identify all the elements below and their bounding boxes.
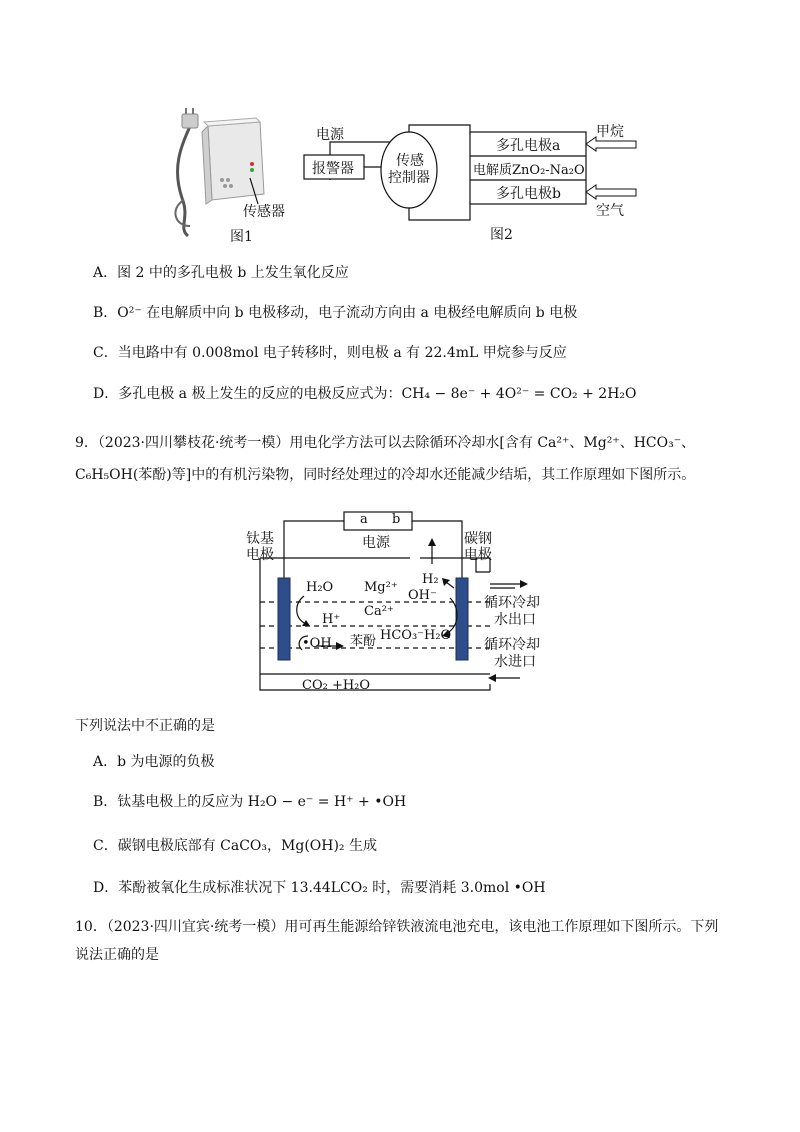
- methane-input-label: 甲烷: [596, 124, 624, 140]
- electrolysis-diagram: [240, 508, 540, 700]
- species-h2: H₂: [422, 572, 439, 587]
- air-input-label: 空气: [596, 203, 624, 219]
- outlet-label-2: 水出口: [494, 612, 536, 628]
- figure-2: [300, 120, 640, 245]
- fuel-cell-circuit-diagram: [300, 120, 640, 245]
- left-electrode-label-1: 钛基: [246, 531, 274, 547]
- q8-option-b: B．O²⁻ 在电解质中向 b 电极移动，电子流动方向由 a 电极经电解质向 b 电极: [93, 305, 578, 321]
- sensor-label: 传感器: [243, 204, 285, 220]
- power-source-label: 电源: [362, 535, 390, 551]
- q10-stem-line2: 说法正确的是: [75, 947, 159, 963]
- terminal-b-label: b: [392, 512, 401, 527]
- species-mg: Mg²⁺: [364, 580, 398, 595]
- controller-label-line1: 传感: [396, 153, 424, 169]
- inlet-label-1: 循环冷却: [484, 637, 540, 653]
- electrode-b-label: 多孔电极b: [496, 186, 561, 202]
- q9-stem-line2: C₆H₅OH(苯酚)等]中的有机污染物，同时经处理过的冷却水还能减少结垢，其工作原理如下图所示。: [75, 467, 696, 483]
- species-products: CO₂ +H₂O: [302, 678, 371, 693]
- terminal-a-label: a: [360, 512, 368, 527]
- species-h2o-left: H₂O: [306, 580, 334, 595]
- species-hco3: HCO₃⁻: [380, 628, 425, 643]
- species-ca: Ca²⁺: [364, 604, 394, 619]
- q8-option-c: C．当电路中有 0.008mol 电子转移时，则电极 a 有 22.4mL 甲烷参与反应: [93, 345, 567, 361]
- species-h-plus: H⁺: [322, 612, 341, 627]
- right-electrode-label-1: 碳钢: [464, 531, 492, 547]
- inlet-label-2: 水进口: [494, 654, 536, 670]
- figure-2-caption: 图2: [490, 227, 513, 243]
- electrode-a-label: 多孔电极a: [496, 138, 561, 154]
- alarm-box-label: 报警器: [312, 161, 354, 177]
- species-phenol: 苯酚: [350, 634, 377, 649]
- q9-option-a: A．b 为电源的负极: [93, 754, 215, 770]
- left-electrode-label-2: 电极: [246, 547, 274, 563]
- q9-option-b: B．钛基电极上的反应为 H₂O − e⁻ = H⁺ + •OH: [93, 794, 407, 810]
- species-oh-minus: OH⁻: [408, 588, 437, 603]
- power-label: 电源: [316, 127, 344, 143]
- right-electrode-label-2: 电极: [464, 547, 492, 563]
- q9-option-d: D．苯酚被氧化生成标准状况下 13.44LCO₂ 时，需要消耗 3.0mol •OH: [93, 880, 546, 896]
- species-oh-radical: •OH: [302, 636, 332, 651]
- q9-stem-line1: 9．（2023·四川攀枝花·统考一模）用电化学方法可以去除循环冷却水[含有 Ca²⁺、Mg²⁺、HCO₃⁻、: [75, 435, 696, 451]
- figure-1-caption: 图1: [230, 229, 253, 245]
- q8-option-a: A．图 2 中的多孔电极 b 上发生氧化反应: [93, 265, 349, 281]
- q8-option-d: D．多孔电极 a 极上发生的反应的电极反应式为：CH₄ − 8e⁻ + 4O²⁻ = CO₂ + 2H₂O: [93, 386, 637, 402]
- q10-stem-line1: 10．（2023·四川宜宾·统考一模）用可再生能源给锌铁液流电池充电，该电池工作原理如下图所示。下列: [75, 919, 719, 935]
- controller-label-line2: 控制器: [388, 170, 430, 186]
- outlet-label-1: 循环冷却: [484, 595, 540, 611]
- q9-prompt: 下列说法中不正确的是: [75, 718, 215, 734]
- q9-option-c: C．碳钢电极底部有 CaCO₃，Mg(OH)₂ 生成: [93, 838, 377, 854]
- species-h2o-right: H₂O: [424, 628, 452, 643]
- electrolyte-label: 电解质ZnO₂-Na₂O: [473, 163, 585, 178]
- figure-1: [160, 108, 300, 248]
